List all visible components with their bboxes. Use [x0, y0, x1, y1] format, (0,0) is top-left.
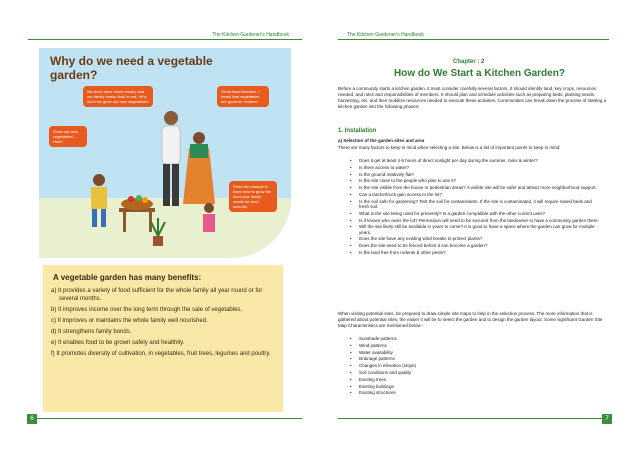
site-map-paragraph: When visiting potential sites, be prepared to draw simple site maps to help in the selection process. The more information that is gathered about potential sites, the easier it will be to select the garden and to design the garden layout. Some significant Garden Site Map Characteristics are mentioned below - — [338, 311, 603, 328]
section-title: 1. Installation — [338, 128, 377, 134]
page-number: 6 — [27, 414, 37, 424]
list-item: • Is the land free from rodents & other pests? — [350, 250, 600, 255]
list-item: • Is the site close to the people who plan to use it? — [350, 178, 600, 183]
left-page — [0, 0, 319, 455]
benefits-title: A vegetable garden has many benefits: — [53, 273, 202, 282]
list-item: • Will the site likely still be available in years to come? It is good to have a space where the garden can grow for multiple years. — [350, 224, 600, 234]
speech-bubble: Great idea! Besides, I heard that vegetables are good for children. — [217, 86, 269, 107]
subsection-title: a) Selection of the garden sites and area — [338, 138, 425, 143]
speech-bubble: We don't have much money and our family needs food to eat. Why don't we grow our own vegetables! — [83, 86, 153, 107]
header-rule — [338, 39, 609, 40]
list-item: • What is the site being used for presently? Is a garden compatible with the other current uses? — [350, 211, 600, 216]
speech-bubble: Read the manual to learn how to grow the food your family needs for food security. — [229, 181, 277, 212]
benefits-box — [43, 265, 283, 412]
site-points-list — [350, 158, 600, 257]
list-item: • Does the site need to be fenced before it can become a garden? — [350, 243, 600, 248]
family-illustration — [79, 104, 239, 258]
footer-rule — [28, 418, 302, 419]
list-item: • Can a tractor/truck gain access to the lot? — [350, 192, 600, 197]
speech-bubble: Grow our own vegetables!... How? — [49, 126, 87, 147]
running-head: The Kitchen Gardener's Handbook — [347, 32, 424, 38]
illustration — [39, 48, 291, 258]
footer-rule — [338, 418, 609, 419]
subsection-intro: There are many factors to keep in mind when selecting a site. Below is a list of important points to keep in mind: — [338, 145, 561, 150]
list-item: • Is it known who owns the lot? Permission will need to be secured from the landowner to have a community garden there. — [350, 218, 600, 223]
list-item: • Is there access to water? — [350, 165, 600, 170]
list-item: f) It promotes diversity of cultivation, in vegetables, fruit trees, legumes and poultry. — [51, 351, 271, 357]
list-item: c) It improves or maintains the whole family well nourished. — [51, 318, 208, 324]
list-item: • Is the ground relatively flat? — [350, 172, 600, 177]
header-rule — [28, 39, 302, 40]
list-item: • Water availability — [350, 350, 600, 355]
page-number: 7 — [602, 414, 612, 424]
list-item: e) It enables food to be grown safely and healthily. — [51, 340, 185, 346]
list-item: b) It improves income over the long term through the sale of vegetables. — [51, 307, 243, 313]
list-item: • Does the site have any existing wind breaks to protect plants? — [350, 236, 600, 241]
list-item: • Is the site visible from the house or pedestrian areas? A visible site will be safer and attract more neighborhood support. — [350, 185, 600, 190]
benefits-list — [51, 287, 279, 361]
intro-paragraph: Before a community starts a kitchen garden, it must consider carefully several factors. It should identify land, key crops, resources needed, and roles and responsibilities of members. It should plan and schedule activities such as preparing beds, planting seeds, harvesting, etc. and then mobilize resources needed to execute these activities. Communities can break down the process of starting a kitchen garden into the following phases: — [338, 86, 607, 109]
list-item: • Soil conditions and quality — [350, 370, 600, 375]
map-characteristics-list — [350, 336, 600, 397]
list-item: • Drainage patterns — [350, 356, 600, 361]
list-item: d) It strengthens family bonds. — [51, 329, 132, 335]
running-head: The Kitchen Gardener's Handbook — [212, 32, 289, 38]
illustration-title: Why do we need a vegetable garden? — [50, 54, 213, 82]
list-item: • Wind patterns — [350, 343, 600, 348]
list-item: • Is the soil safe for gardening? Test the soil for contaminants. If the site is contaminated, it will require raised beds and fresh soil. — [350, 199, 600, 209]
chapter-title: How do We Start a Kitchen Garden? — [394, 68, 565, 79]
list-item: • Existing buildings — [350, 384, 600, 389]
right-page — [320, 0, 639, 455]
chapter-label: Chapter : 2 — [453, 59, 485, 65]
list-item: • Existing trees — [350, 377, 600, 382]
list-item: • Changes in elevation (slope) — [350, 363, 600, 368]
list-item: a) It provides a variety of food sufficient for the whole family all year round or for several months. — [51, 288, 263, 302]
list-item: • Existing structures — [350, 390, 600, 395]
list-item: • Sunshade patterns — [350, 336, 600, 341]
list-item: • Does it get at least 4-5 hours of direct sunlight per day during the summer, rains & winter? — [350, 158, 600, 163]
